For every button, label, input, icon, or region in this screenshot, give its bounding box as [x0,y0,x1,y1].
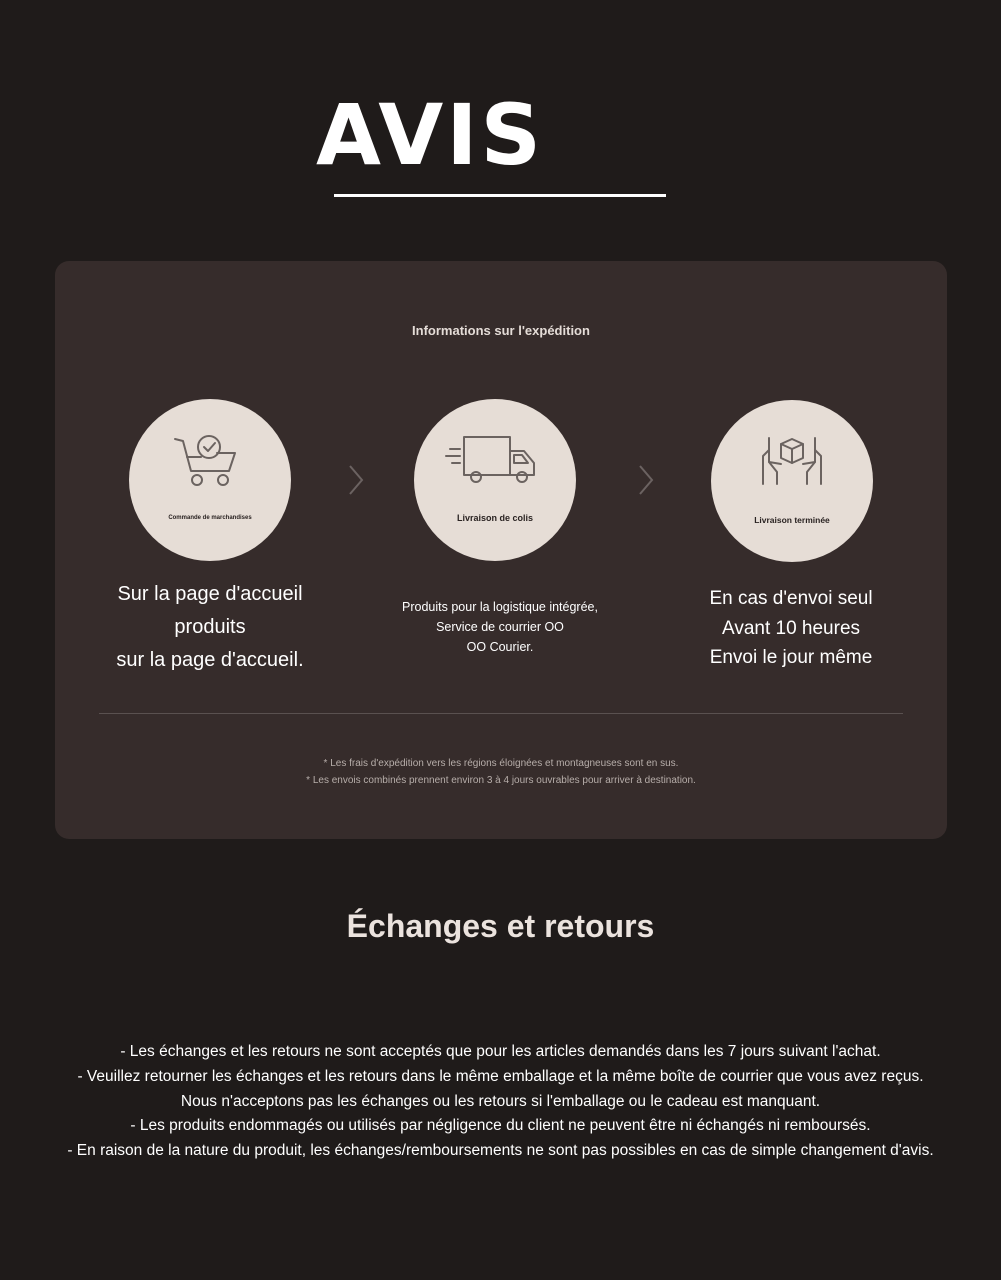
description-line: produits [174,616,246,638]
description-line: Envoi le jour même [709,647,873,668]
step-order-label: Commande de marchandises [168,515,252,521]
returns-line: - Les produits endommagés ou utilisés par négligence du client ne peuvent être ni échangés ni remboursés. [130,1117,871,1135]
page-title: AVIS [315,86,545,184]
shipping-notes [55,755,947,789]
description-line: Sur la page d'accueil [117,583,303,605]
step-complete-circle [711,400,873,562]
chevron-right-icon [637,463,657,497]
description-line: Produits pour la logistique intégrée, [402,600,598,614]
description-line: Service de courrier OO [436,620,564,634]
title-underline [334,194,666,197]
returns-line: - Veuillez retourner les échanges et les retours dans le même emballage et la même boîte de courrier que vous avez reçus. [77,1067,924,1085]
hands-holding-box-icon [711,400,873,562]
shipping-note: * Les envois combinés prennent environ 3 à 4 jours ouvrables pour arriver à destination. [306,775,696,786]
description-line: sur la page d'accueil. [116,649,304,671]
returns-line: Nous n'acceptons pas les échanges ou les retours si l'emballage ou le cadeau est manquant. [180,1092,821,1110]
returns-policy-text [0,1040,1001,1164]
returns-title: Échanges et retours [346,908,655,944]
shipping-note: * Les frais d'expédition vers les régions éloignées et montagneuses sont en sus. [323,758,679,769]
step-order-circle [129,399,291,561]
returns-line: - En raison de la nature du produit, les échanges/remboursements ne sont pas possibles en cas de simple changement d'avis. [67,1142,934,1160]
step-shipping-circle [414,399,576,561]
returns-line: - Les échanges et les retours ne sont acceptés que pour les articles demandés dans les 7 jours suivant l'achat. [120,1043,881,1060]
shopping-cart-check-icon [129,399,291,561]
step-order-description [90,578,330,677]
step-shipping-description [375,597,625,657]
description-line: OO Courier. [466,640,534,654]
step-complete-label: Livraison terminée [754,515,830,525]
card-divider [99,713,903,714]
shipping-info-title: Informations sur l'expédition [412,323,590,338]
description-line: En cas d'envoi seul [709,588,873,609]
step-complete-description [671,584,911,673]
chevron-right-icon [347,463,367,497]
delivery-truck-icon [414,399,576,561]
shipping-info-card [55,261,947,839]
description-line: Avant 10 heures [721,617,861,639]
step-shipping-label: Livraison de colis [456,513,534,523]
